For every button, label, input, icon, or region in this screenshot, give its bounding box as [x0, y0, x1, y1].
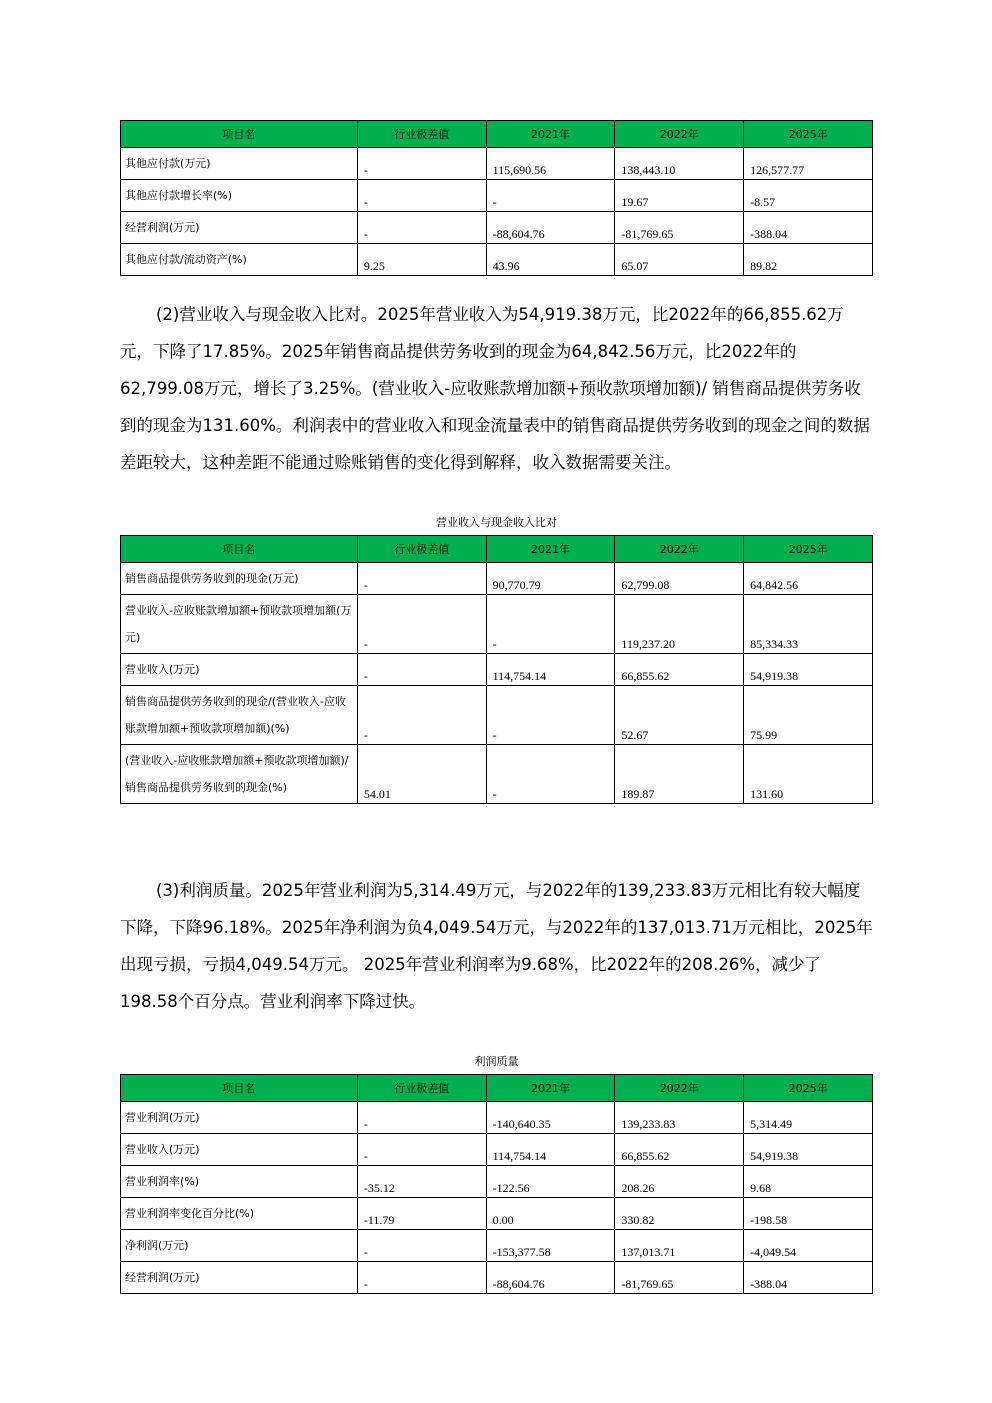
- column-header: 2021年: [486, 121, 615, 148]
- cell-value: 66,855.62: [615, 654, 744, 686]
- table-row: [121, 1102, 873, 1134]
- cell-value: 66,855.62: [615, 1134, 744, 1166]
- row-label: 营业收入-应收账款增加额+预收款项增加额(万元): [121, 595, 358, 654]
- cell-value: -140,640.35: [486, 1102, 615, 1134]
- cell-value: -388.04: [744, 1262, 873, 1294]
- profit-quality-table: [120, 1074, 873, 1294]
- cell-value: -11.79: [357, 1198, 486, 1230]
- table-row: [121, 1230, 873, 1262]
- cell-value: 85,334.33: [744, 595, 873, 654]
- column-header: 项目名: [121, 536, 358, 563]
- table-row: [121, 180, 873, 212]
- cell-value: 89.82: [744, 244, 873, 276]
- table-row: [121, 654, 873, 686]
- column-header: 2022年: [615, 121, 744, 148]
- table-row: [121, 745, 873, 804]
- cell-value: -: [357, 180, 486, 212]
- revenue-cash-comparison-table: [120, 535, 873, 804]
- cell-value: 208.26: [615, 1166, 744, 1198]
- cell-value: 9.25: [357, 244, 486, 276]
- cell-value: 9.68: [744, 1166, 873, 1198]
- cell-value: -88,604.76: [486, 1262, 615, 1294]
- table-row: [121, 1198, 873, 1230]
- cell-value: -153,377.58: [486, 1230, 615, 1262]
- cell-value: -388.04: [744, 212, 873, 244]
- table-header-row: [121, 121, 873, 148]
- cell-value: 139,233.83: [615, 1102, 744, 1134]
- cell-value: -: [486, 686, 615, 745]
- cell-value: 114,754.14: [486, 654, 615, 686]
- paragraph-revenue-vs-cash: (2)营业收入与现金收入比对。2025年营业收入为54,919.38万元，比2022年的66,855.62万元，下降了17.85%。2025年销售商品提供劳务收到的现金为64,842.56万元，比2022年的62,799.08万元，增长了3.25%。(营业收入-应收账款增加额+预收款项增加额)/ 销售商品提供劳务收到的现金为131.60%。利润表中的营业收入和现金流量表中的销售商品提供劳务收到的现金之间的数据差距较大，这种差距不能通过赊账销售的变化得到解释，收入数据需要关注。: [120, 305, 870, 472]
- row-label: 经营利润(万元): [121, 1262, 358, 1294]
- cell-value: 62,799.08: [615, 563, 744, 595]
- column-header: 2022年: [615, 536, 744, 563]
- row-label: 销售商品提供劳务收到的现金/(营业收入-应收账款增加额+预收款项增加额)(%): [121, 686, 358, 745]
- cell-value: 43.96: [486, 244, 615, 276]
- cell-value: -: [357, 1230, 486, 1262]
- table-caption-profit-quality: 利润质量: [474, 1055, 519, 1068]
- cell-value: -: [357, 654, 486, 686]
- column-header: 2021年: [486, 536, 615, 563]
- row-label: 营业收入(万元): [121, 1134, 358, 1166]
- cell-value: 52.67: [615, 686, 744, 745]
- cell-value: 0.00: [486, 1198, 615, 1230]
- table-row: [121, 1166, 873, 1198]
- column-header: 项目名: [121, 121, 358, 148]
- cell-value: -8.57: [744, 180, 873, 212]
- column-header: 2025年: [744, 121, 873, 148]
- table-header-row: [121, 536, 873, 563]
- cell-value: 90,770.79: [486, 563, 615, 595]
- cell-value: 115,690.56: [486, 148, 615, 180]
- cell-value: -: [357, 1262, 486, 1294]
- cell-value: 5,314.49: [744, 1102, 873, 1134]
- cell-value: -: [357, 595, 486, 654]
- cell-value: 54,919.38: [744, 1134, 873, 1166]
- cell-value: 119,237.20: [615, 595, 744, 654]
- cell-value: 137,013.71: [615, 1230, 744, 1262]
- table-row: [121, 148, 873, 180]
- cell-value: -88,604.76: [486, 212, 615, 244]
- cell-value: 330.82: [615, 1198, 744, 1230]
- other-payables-table: [120, 120, 873, 276]
- cell-value: -: [357, 212, 486, 244]
- cell-value: -: [357, 1134, 486, 1166]
- cell-value: -81,769.65: [615, 1262, 744, 1294]
- cell-value: -35.12: [357, 1166, 486, 1198]
- cell-value: -: [357, 148, 486, 180]
- cell-value: -: [357, 686, 486, 745]
- cell-value: 54.01: [357, 745, 486, 804]
- row-label: (营业收入-应收账款增加额+预收款项增加额)/ 销售商品提供劳务收到的现金(%): [121, 745, 358, 804]
- cell-value: 138,443.10: [615, 148, 744, 180]
- table-row: [121, 595, 873, 654]
- cell-value: 114,754.14: [486, 1134, 615, 1166]
- cell-value: 54,919.38: [744, 654, 873, 686]
- row-label: 营业收入(万元): [121, 654, 358, 686]
- row-label: 销售商品提供劳务收到的现金(万元): [121, 563, 358, 595]
- cell-value: 189.87: [615, 745, 744, 804]
- table-row: [121, 563, 873, 595]
- cell-value: 131.60: [744, 745, 873, 804]
- cell-value: 64,842.56: [744, 563, 873, 595]
- column-header: 项目名: [121, 1075, 358, 1102]
- column-header: 2021年: [486, 1075, 615, 1102]
- cell-value: 19.67: [615, 180, 744, 212]
- cell-value: -: [486, 745, 615, 804]
- column-header: 2025年: [744, 1075, 873, 1102]
- table-header-row: [121, 1075, 873, 1102]
- paragraph-profit-quality: (3)利润质量。2025年营业利润为5,314.49万元，与2022年的139,233.83万元相比有较大幅度下降，下降96.18%。2025年净利润为负4,049.54万元，与2022年的137,013.71万元相比，2025年出现亏损，亏损4,049.54万元。 2025年营业利润率为9.68%，比2022年的208.26%，减少了198.58个百分点。营业利润率下降过快。: [120, 881, 873, 1011]
- table-row: [121, 244, 873, 276]
- cell-value: -81,769.65: [615, 212, 744, 244]
- column-header: 行业极差值: [357, 536, 486, 563]
- cell-value: -198.58: [744, 1198, 873, 1230]
- column-header: 2025年: [744, 536, 873, 563]
- column-header: 行业极差值: [357, 121, 486, 148]
- column-header: 2022年: [615, 1075, 744, 1102]
- row-label: 营业利润(万元): [121, 1102, 358, 1134]
- cell-value: -122.56: [486, 1166, 615, 1198]
- cell-value: 126,577.77: [744, 148, 873, 180]
- table-caption-revenue-cash: 营业收入与现金收入比对: [436, 516, 557, 529]
- row-label: 营业利润率变化百分比(%): [121, 1198, 358, 1230]
- table-row: [121, 1262, 873, 1294]
- cell-value: -: [486, 595, 615, 654]
- row-label: 其他应付款增长率(%): [121, 180, 358, 212]
- cell-value: -: [486, 180, 615, 212]
- cell-value: -4,049.54: [744, 1230, 873, 1262]
- cell-value: -: [357, 563, 486, 595]
- row-label: 其他应付款/流动资产(%): [121, 244, 358, 276]
- row-label: 经营利润(万元): [121, 212, 358, 244]
- cell-value: -: [357, 1102, 486, 1134]
- row-label: 净利润(万元): [121, 1230, 358, 1262]
- column-header: 行业极差值: [357, 1075, 486, 1102]
- table-row: [121, 1134, 873, 1166]
- table-row: [121, 686, 873, 745]
- table-row: [121, 212, 873, 244]
- row-label: 营业利润率(%): [121, 1166, 358, 1198]
- cell-value: 65.07: [615, 244, 744, 276]
- row-label: 其他应付款(万元): [121, 148, 358, 180]
- cell-value: 75.99: [744, 686, 873, 745]
